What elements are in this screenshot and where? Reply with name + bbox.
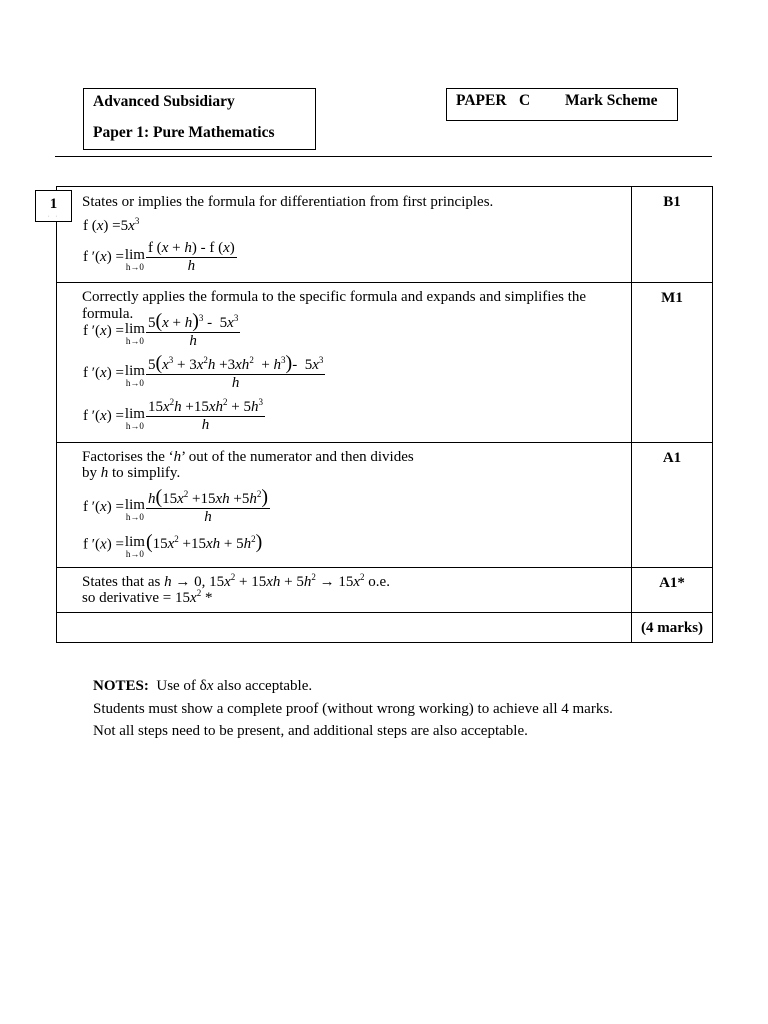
lim-word: lim: [124, 534, 145, 550]
working-cell: [57, 187, 632, 283]
mark-cell: [632, 187, 713, 283]
table-row: [57, 568, 713, 613]
working-cell: [57, 568, 632, 613]
equation-first-principles: f ′(x) = lim h→0 $\frac{f (x + h) - f (x)}{h}$: [83, 240, 235, 274]
mark-code: A1*: [659, 575, 685, 591]
mark-cell: [632, 283, 713, 443]
notes-line: NOTES: Use of δx also acceptable.: [93, 678, 313, 694]
row-text: States or implies the formula for differentiation from first principles.: [82, 194, 494, 210]
mark-code: B1: [663, 194, 681, 210]
paper-title: Paper 1: Pure Mathematics: [93, 124, 275, 141]
question-number-dots: · ·: [47, 214, 60, 220]
mark-scheme-table: [56, 186, 713, 643]
table-row: [57, 443, 713, 568]
question-number: 1: [49, 196, 58, 212]
lim-word: lim: [124, 320, 145, 337]
total-marks-cell: [632, 613, 713, 643]
notes-line: Students must show a complete proof (without wrong working) to achieve all 4 marks.: [93, 700, 613, 717]
lim-word: lim: [124, 405, 145, 422]
row-text: States that as h → 0, $15x^2 + 15xh + 5h^2 \to 15x^2$ o.e.: [82, 572, 390, 590]
working-cell: [57, 283, 632, 443]
denominator-h: h: [189, 333, 197, 349]
fraction-numerator: f (x + h) - f (x): [147, 240, 235, 256]
lim-subscript: h→0: [125, 261, 144, 272]
equation-step-3: f ′(x) = lim h→0 $\frac{15x^2h +15xh^2 + 5h^3}{h}$: [83, 397, 263, 433]
lim-subscript: h→0: [125, 377, 144, 388]
working-cell: [57, 613, 632, 643]
denominator-h: h: [187, 258, 196, 274]
paper-letter: C: [519, 92, 531, 109]
row-text: by h to simplify.: [82, 465, 181, 481]
mark-scheme-label: Mark Scheme: [565, 92, 658, 109]
fraction-denominator: [146, 257, 237, 275]
row-text: so derivative = $15x^2$ *: [82, 588, 213, 606]
question-number-box: [35, 190, 72, 222]
lim-word: lim: [124, 496, 145, 513]
mark-code: M1: [661, 290, 683, 306]
mark-cell: [632, 568, 713, 613]
denominator-h: h: [231, 375, 240, 391]
table-row: [57, 187, 713, 283]
equation-step-2: f ′(x) = lim h→0 $\frac{5(x^3 + 3x^2h +3xh^2 + h^3)- 5x^3}{h}$: [83, 352, 324, 391]
row-text: Factorises the ‘h’ out of the numerator and then divides: [82, 449, 414, 465]
header-divider: [55, 156, 712, 157]
paper-label: PAPER: [456, 92, 507, 109]
equation-step-5: f ′(x) = lim h→0 $(15x^2 +15xh + 5h^2)$: [83, 531, 263, 559]
notes-label: NOTES:: [93, 678, 149, 694]
table-row: [57, 613, 713, 643]
notes: [93, 675, 613, 743]
lim-subscript: h→0: [125, 335, 144, 346]
equation-step-1: f ′(x) = lim h→0 $\frac{5(x + h)^3 - 5x^3}{h}$: [83, 310, 239, 349]
row-text: Correctly applies the formula to the specific formula and expands and simplifies the formula.: [82, 289, 587, 322]
lim-word: lim: [124, 246, 145, 263]
denominator-h: h: [201, 417, 210, 433]
table-row: [57, 283, 713, 443]
header-right-box: [446, 88, 678, 121]
equation-fx: f $(x) =5x^3$: [83, 216, 140, 234]
total-marks: (4 marks): [640, 620, 704, 636]
header-left-box: [83, 88, 316, 150]
notes-line: Not all steps need to be present, and additional steps are also acceptable.: [93, 723, 528, 739]
mark-cell: [632, 443, 713, 568]
denominator-h: h: [204, 509, 212, 525]
lim-word: lim: [124, 362, 145, 379]
equation-step-4: f ′(x) = lim h→0 $\frac{h(15x^2 +15xh +5h^2)}{h}$: [83, 486, 269, 525]
lim-subscript: h→0: [125, 549, 144, 559]
qualification-title: Advanced Subsidiary: [93, 93, 235, 110]
working-cell: [57, 443, 632, 568]
mark-code: A1: [662, 450, 682, 466]
lim-subscript: h→0: [125, 420, 144, 431]
lim-subscript: h→0: [125, 511, 144, 522]
